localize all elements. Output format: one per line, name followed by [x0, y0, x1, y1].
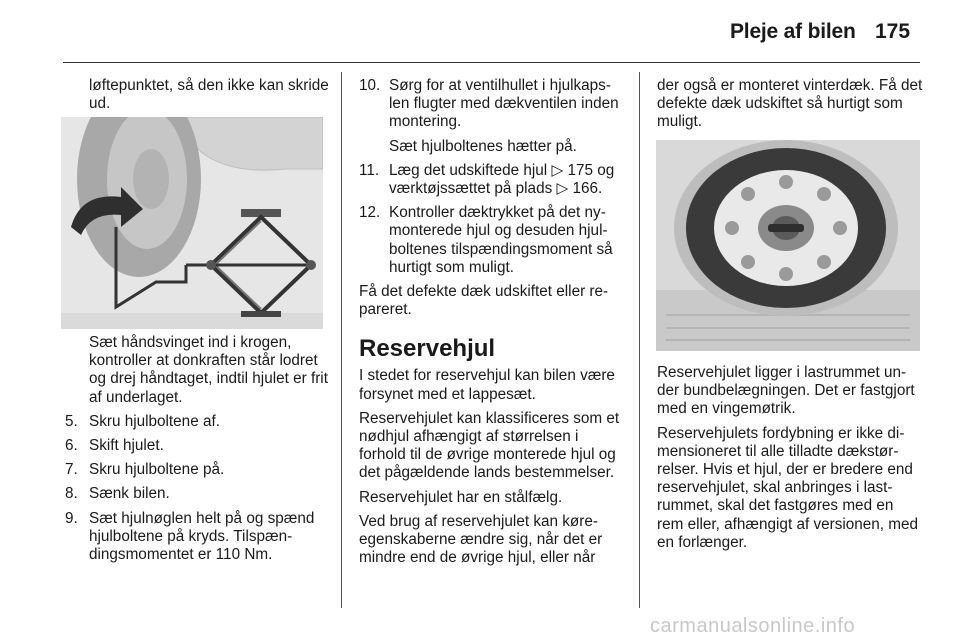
column-1 — [65, 77, 330, 119]
jack-illustration — [61, 117, 323, 329]
list-item: 10. Sørg for at ventilhullet i hjulkapslen flugter med dækventilen inden montering. — [359, 77, 619, 131]
list-item: 8. Sænk bilen. — [65, 485, 170, 503]
column-3 — [657, 77, 923, 138]
jack-caption: Sæt håndsvinget ind i krogen, kontroller at donkraften står lodret og drej håndtaget, indtil hjulet er frit af underlaget. — [89, 334, 328, 406]
section-heading: Reservehjul — [359, 335, 496, 363]
arrow-right-icon: ▷ — [551, 161, 564, 179]
paragraph: Reservehjulets fordybning er ikke dimensioneret til alle tilladte dækstørrelser. Hvis et hjul, der er bredere end reservehjulet, skal anbringes i lastrummet, skal det fastgøres med en rem eller, afhængigt af versionen, med en forlænger. — [657, 424, 919, 551]
step-10-note: Sæt hjulboltenes hætter på. — [389, 137, 577, 155]
intro-text: løftepunktet, så den ikke kan skride ud. — [89, 77, 329, 113]
paragraph: Ved brug af reservehjulet kan køreegenskaberne ændre sig, når det er mindre end de øvrige hjul, eller når — [359, 512, 603, 567]
page-number: 175 — [875, 20, 911, 43]
page-reference-link[interactable]: 175 — [567, 161, 593, 179]
list-item: 6. Skift hjulet. — [65, 437, 164, 455]
paragraph: I stedet for reservehjul kan bilen være forsynet med et lappesæt. — [359, 367, 615, 403]
paragraph: Reservehjulet ligger i lastrummet under bundbelægningen. Det er fastgjort med en vingemøtrik. — [657, 364, 915, 418]
list-item: 11. Læg det udskiftede hjul ▷ 175 og værktøjssættet på plads ▷ 166. — [359, 161, 615, 198]
column-separator-left — [341, 72, 342, 608]
column-2 — [359, 77, 625, 573]
spare-wheel-illustration — [656, 140, 920, 351]
arrow-right-icon: ▷ — [556, 180, 569, 198]
after-steps-text: Få det defekte dæk udskiftet eller repareret. — [359, 283, 609, 319]
column-separator-right — [639, 72, 640, 608]
paragraph: Reservehjulet har en stålfælg. — [359, 488, 563, 506]
page-header-title: Pleje af bilen — [730, 20, 856, 43]
page-reference-link[interactable]: 166 — [572, 180, 599, 198]
list-item: 5. Skru hjulboltene af. — [65, 412, 220, 430]
watermark: carmanualsonline.info — [650, 615, 856, 637]
paragraph: der også er monteret vinterdæk. Få det defekte dæk udskiftet så hurtigt som muligt. — [657, 77, 923, 131]
list-item: 12. Kontroller dæktrykket på det nymonterede hjul og desuden hjulboltenes tilspændingsmoment så hurtigt som muligt. — [359, 204, 613, 276]
paragraph: Reservehjulet kan klassificeres som et nødhjul afhængigt af størrelsen i forhold til de øvrige monterede hjul og det pågældende lands bestemmelser. — [359, 409, 620, 482]
list-item: 9. Sæt hjulnøglen helt på og spænd hjulboltene på kryds. Tilspændingsmomentet er 110 Nm. — [65, 509, 315, 564]
list-item: 7. Skru hjulboltene på. — [65, 461, 225, 479]
header-rule — [63, 62, 920, 63]
column-3-lower — [657, 364, 923, 558]
column-1-lower — [65, 334, 330, 570]
